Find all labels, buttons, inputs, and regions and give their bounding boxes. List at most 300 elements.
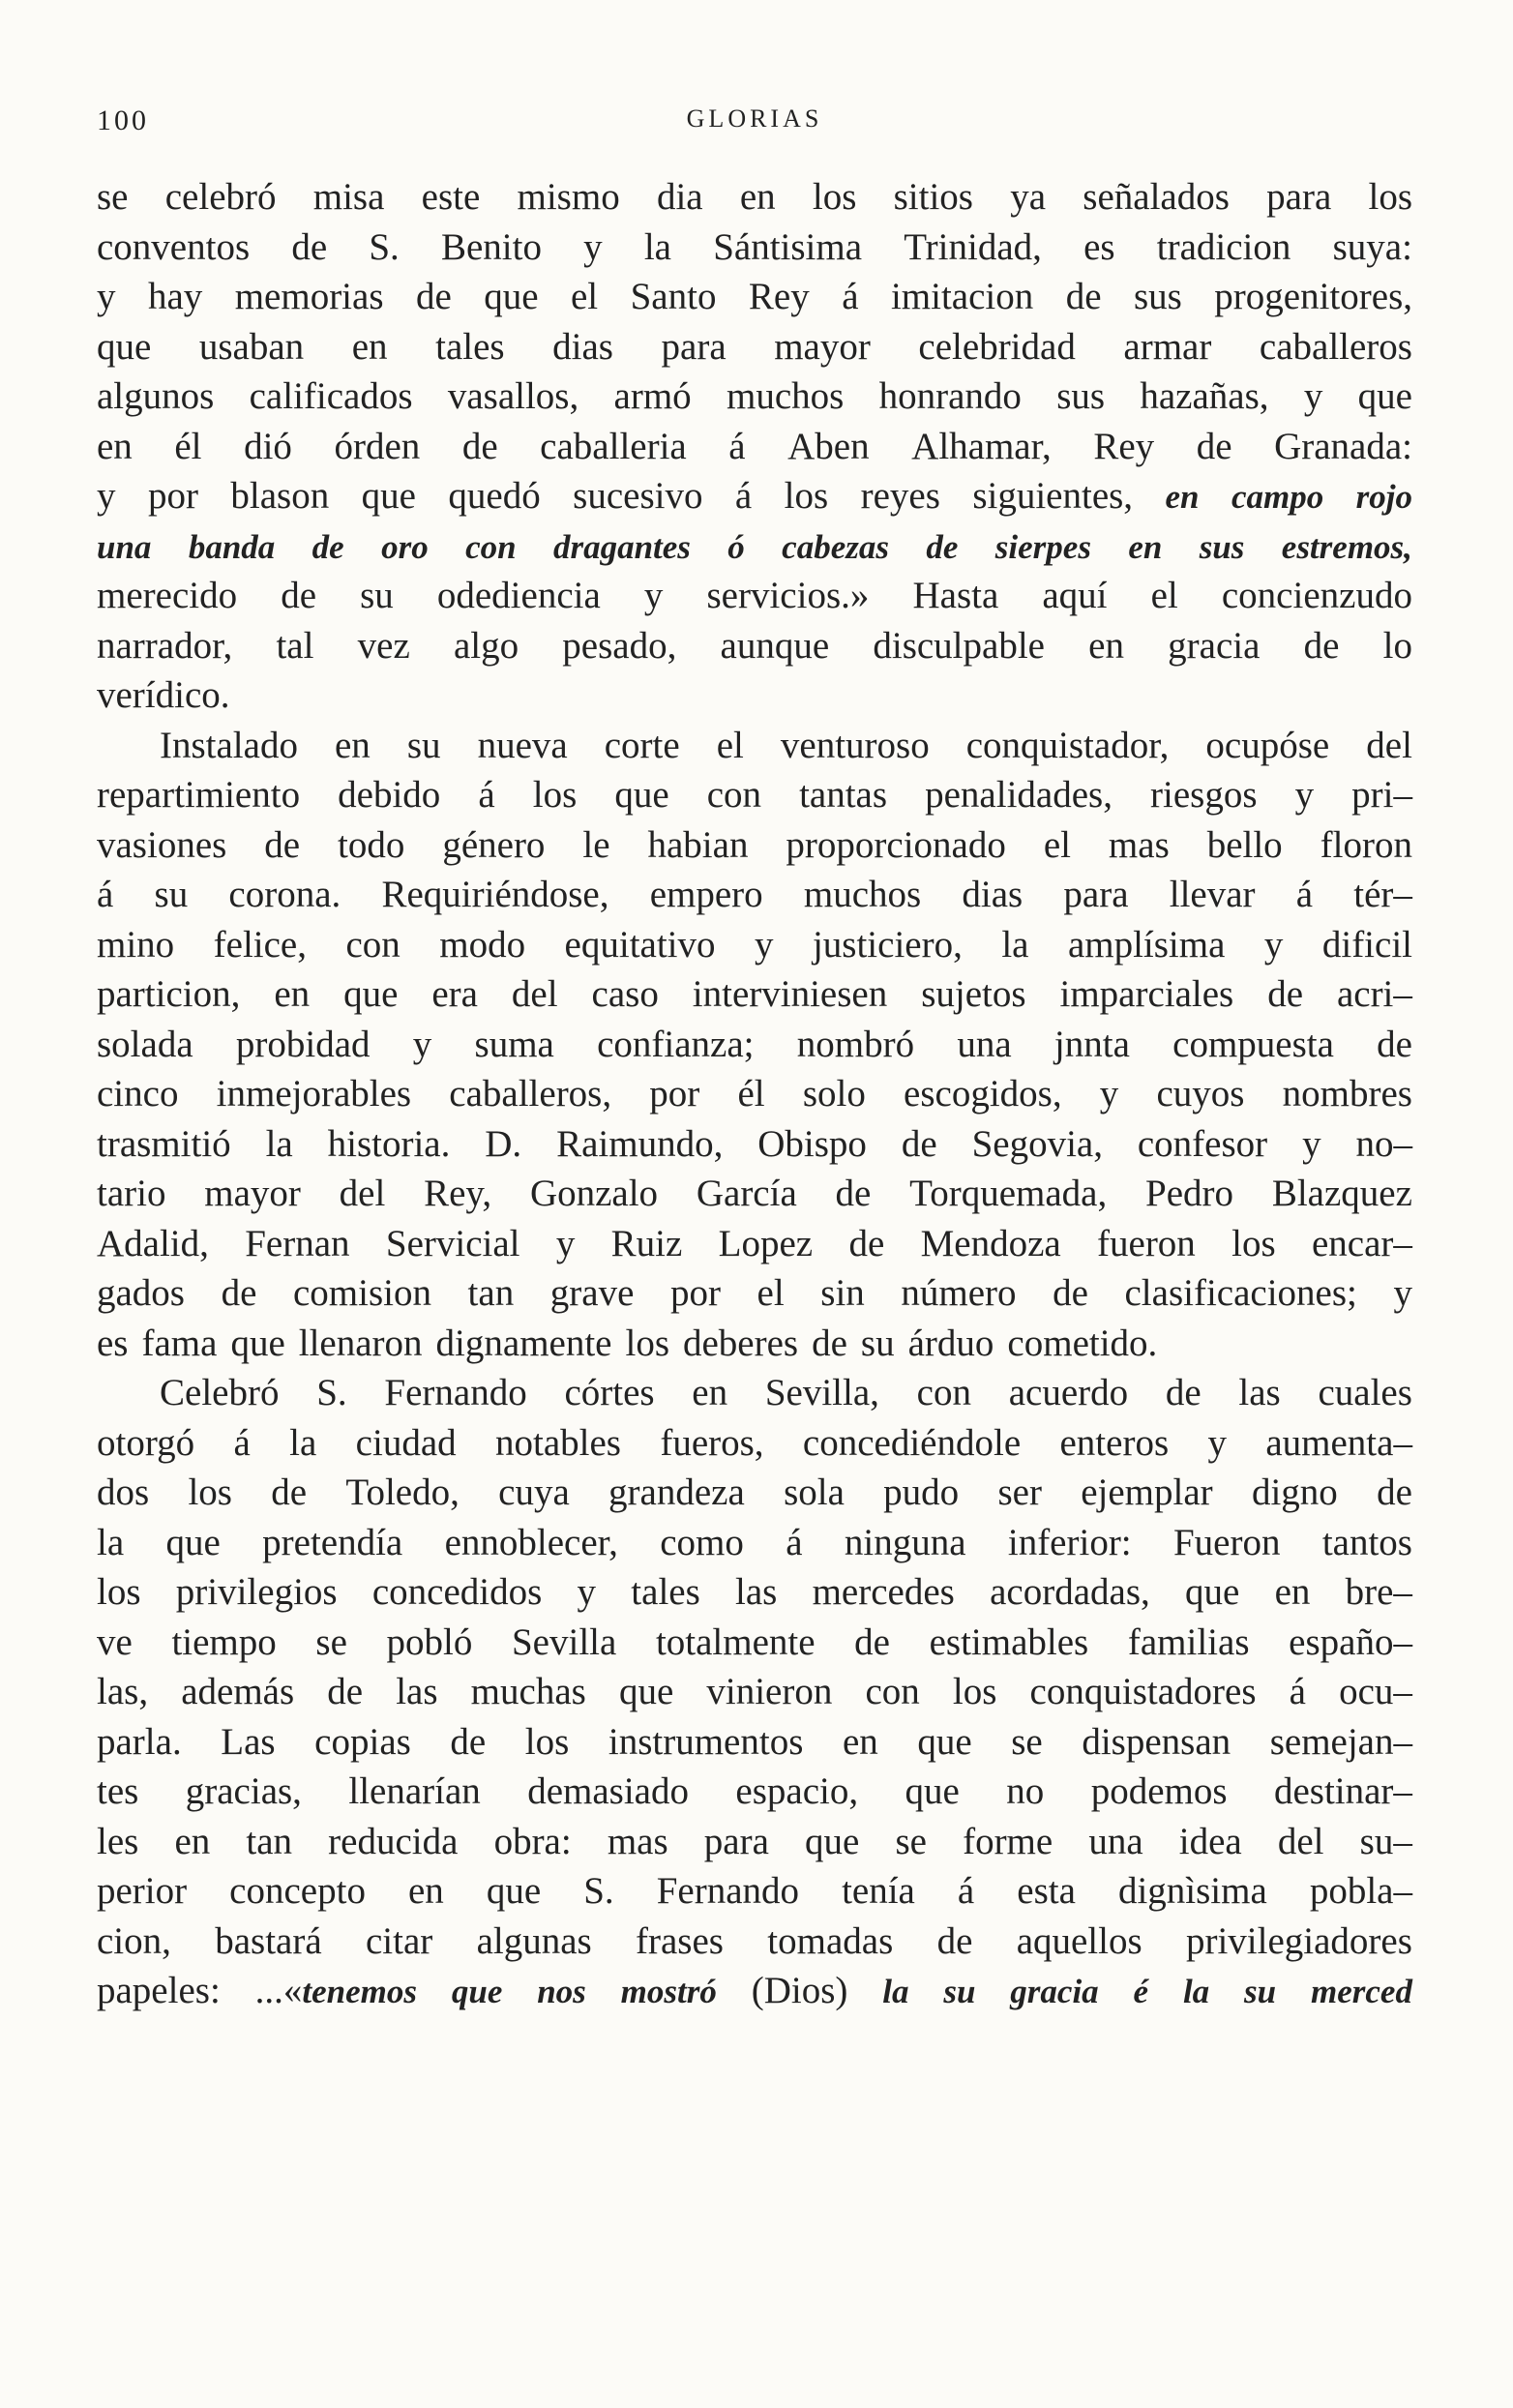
word bbox=[1304, 621, 1340, 671]
word bbox=[553, 521, 691, 573]
word bbox=[97, 521, 151, 573]
text: particion, bbox=[97, 973, 241, 1015]
text: que bbox=[614, 774, 669, 816]
text: por bbox=[649, 1073, 700, 1115]
text: concedidos bbox=[371, 1571, 543, 1613]
text: encar– bbox=[1311, 1222, 1412, 1264]
word bbox=[465, 521, 517, 573]
italic-text: estremos, bbox=[1281, 527, 1412, 566]
word bbox=[611, 1219, 683, 1269]
text: lo bbox=[1382, 624, 1412, 667]
word bbox=[904, 1069, 1062, 1119]
word bbox=[335, 721, 371, 771]
word bbox=[901, 1268, 1016, 1319]
word bbox=[1082, 1717, 1231, 1768]
text-line bbox=[97, 670, 1412, 721]
text: por bbox=[147, 475, 198, 517]
text: y bbox=[754, 923, 774, 966]
text: enteros bbox=[1059, 1421, 1170, 1464]
text: quedó bbox=[448, 475, 541, 517]
text: que bbox=[165, 1521, 221, 1563]
text: llevar bbox=[1169, 874, 1256, 915]
text: no– bbox=[1355, 1122, 1412, 1165]
text: estimables bbox=[929, 1620, 1089, 1663]
text: Mendoza bbox=[920, 1222, 1061, 1264]
word bbox=[424, 1169, 491, 1219]
word bbox=[571, 272, 598, 322]
word bbox=[316, 1368, 346, 1418]
text: S. bbox=[583, 1870, 614, 1912]
text: suya: bbox=[1332, 225, 1412, 268]
word bbox=[478, 721, 568, 771]
text: y bbox=[97, 475, 116, 517]
text: Rey bbox=[748, 276, 810, 317]
text: en bbox=[97, 425, 133, 467]
text: Segovia, bbox=[971, 1122, 1103, 1165]
word bbox=[573, 471, 702, 521]
text: su– bbox=[1359, 1820, 1412, 1862]
word bbox=[1179, 1817, 1242, 1867]
text: su bbox=[406, 724, 441, 766]
word bbox=[236, 1020, 371, 1070]
word bbox=[360, 571, 394, 621]
text: de bbox=[812, 1322, 847, 1364]
word bbox=[565, 920, 716, 970]
word bbox=[803, 1069, 866, 1119]
word bbox=[478, 770, 494, 820]
word bbox=[1355, 1119, 1412, 1170]
word bbox=[498, 1468, 570, 1518]
text: sus bbox=[1133, 276, 1182, 317]
word bbox=[1360, 1817, 1412, 1867]
text: los bbox=[97, 1571, 141, 1613]
text-line bbox=[97, 1468, 1412, 1518]
word bbox=[356, 1418, 457, 1469]
text: Ruiz bbox=[610, 1222, 683, 1264]
text: ...« bbox=[254, 1970, 303, 2011]
word bbox=[963, 1817, 1053, 1867]
italic-text: merced bbox=[1311, 1973, 1412, 2010]
text-line bbox=[97, 372, 1412, 422]
text: tantos bbox=[1321, 1521, 1412, 1563]
word bbox=[1066, 272, 1102, 322]
text: de bbox=[854, 1620, 890, 1663]
text: nombró bbox=[796, 1023, 915, 1065]
word bbox=[1339, 1667, 1412, 1717]
text: dignamente bbox=[435, 1322, 612, 1364]
word bbox=[422, 172, 481, 223]
italic-text: oro bbox=[381, 527, 429, 566]
text: probidad bbox=[235, 1023, 371, 1065]
text: y bbox=[1303, 375, 1323, 417]
word bbox=[1353, 870, 1412, 920]
word bbox=[327, 1667, 363, 1717]
text: dió bbox=[244, 425, 292, 467]
word bbox=[740, 172, 776, 223]
word bbox=[706, 1667, 832, 1717]
text: ya bbox=[1010, 176, 1047, 218]
text: historia. bbox=[327, 1122, 451, 1165]
text: de bbox=[1065, 276, 1102, 317]
word bbox=[214, 920, 307, 970]
italic-text: banda bbox=[188, 527, 276, 566]
word bbox=[188, 1468, 232, 1518]
text: del bbox=[511, 973, 558, 1015]
word bbox=[442, 820, 545, 871]
text: tradicion bbox=[1156, 225, 1291, 268]
word bbox=[313, 172, 385, 223]
text: sitios bbox=[893, 176, 973, 218]
text: en bbox=[351, 325, 388, 368]
text: honrando bbox=[878, 375, 1022, 417]
text: S. bbox=[369, 225, 400, 268]
text: á bbox=[1295, 874, 1314, 915]
text: de bbox=[327, 1671, 364, 1712]
word bbox=[631, 1567, 699, 1618]
text: de bbox=[415, 276, 452, 317]
text: D. bbox=[485, 1122, 522, 1165]
word bbox=[625, 1319, 683, 1369]
word bbox=[468, 1268, 515, 1319]
word bbox=[660, 1418, 763, 1469]
text-line bbox=[97, 1368, 1412, 1418]
text: corte bbox=[604, 724, 680, 766]
text: dignìsima bbox=[1117, 1870, 1267, 1912]
text: todo bbox=[338, 823, 405, 866]
word bbox=[1290, 1667, 1306, 1717]
word bbox=[1185, 1567, 1239, 1618]
text: por bbox=[669, 1272, 721, 1314]
text: algo bbox=[453, 624, 519, 667]
text: la bbox=[643, 225, 671, 268]
word bbox=[861, 1319, 908, 1369]
text: pesado, bbox=[562, 624, 677, 667]
word bbox=[925, 770, 1112, 820]
word bbox=[861, 471, 940, 521]
text: muchas bbox=[470, 1671, 586, 1712]
text-line bbox=[97, 1866, 1412, 1917]
word bbox=[845, 1518, 966, 1568]
italic-text: la bbox=[882, 1973, 909, 2010]
word bbox=[1356, 471, 1412, 522]
word bbox=[1274, 422, 1412, 472]
text: algunas bbox=[476, 1919, 592, 1962]
word bbox=[244, 422, 292, 472]
text: solo bbox=[802, 1073, 866, 1115]
text: de bbox=[1053, 1272, 1088, 1314]
word bbox=[291, 223, 327, 273]
text-line bbox=[97, 1219, 1412, 1269]
word bbox=[328, 1817, 458, 1867]
text: caso bbox=[591, 973, 659, 1015]
word bbox=[917, 1368, 971, 1418]
text: y bbox=[643, 575, 664, 616]
text: á bbox=[842, 276, 859, 317]
word bbox=[97, 1468, 149, 1518]
text: Sevilla, bbox=[764, 1372, 879, 1413]
word bbox=[1197, 422, 1232, 472]
text-line bbox=[97, 721, 1412, 771]
text: y bbox=[97, 276, 116, 317]
text: tal bbox=[276, 624, 314, 667]
text-line bbox=[97, 1069, 1412, 1119]
italic-text: su bbox=[943, 1973, 976, 2010]
word bbox=[97, 870, 113, 920]
word bbox=[1042, 571, 1107, 621]
word bbox=[909, 1169, 1107, 1219]
word bbox=[97, 670, 244, 721]
text: Gonzalo bbox=[529, 1173, 659, 1214]
word bbox=[97, 172, 129, 223]
word bbox=[1337, 969, 1412, 1020]
text-line bbox=[97, 969, 1412, 1020]
text: acuerdo bbox=[1008, 1372, 1129, 1413]
word bbox=[448, 372, 578, 422]
word bbox=[583, 223, 603, 273]
text: tan bbox=[246, 1820, 293, 1862]
word bbox=[1100, 1069, 1119, 1119]
text: Fernando bbox=[656, 1870, 800, 1912]
text: Aben bbox=[787, 425, 870, 467]
text: hazañas, bbox=[1140, 375, 1269, 417]
word bbox=[1059, 969, 1233, 1020]
text: repartimiento bbox=[97, 774, 301, 816]
word bbox=[812, 1319, 861, 1369]
text: le bbox=[582, 823, 610, 866]
text: su bbox=[360, 575, 394, 616]
word bbox=[1017, 1917, 1142, 1967]
word bbox=[1231, 471, 1323, 522]
text: en bbox=[1088, 624, 1124, 667]
word bbox=[215, 1917, 321, 1967]
word bbox=[160, 1368, 279, 1418]
word bbox=[358, 621, 410, 671]
word bbox=[728, 422, 745, 472]
word bbox=[1283, 1069, 1412, 1119]
text: verídico. bbox=[97, 674, 230, 716]
text: y bbox=[1294, 774, 1315, 816]
text: á bbox=[957, 1870, 975, 1912]
word bbox=[972, 1119, 1103, 1170]
text-line bbox=[97, 1618, 1412, 1668]
text: que bbox=[230, 1322, 285, 1364]
text: deberes bbox=[683, 1322, 799, 1364]
italic-text: rojo bbox=[1355, 478, 1412, 516]
word bbox=[1140, 372, 1268, 422]
word bbox=[781, 721, 930, 771]
text: pretendía bbox=[262, 1521, 403, 1563]
text: siguientes, bbox=[972, 475, 1134, 517]
text: señalados bbox=[1083, 176, 1230, 218]
word bbox=[345, 920, 400, 970]
word bbox=[990, 1567, 1150, 1618]
word bbox=[1311, 1966, 1412, 2017]
text: acordadas, bbox=[990, 1571, 1150, 1613]
text: instrumentos bbox=[608, 1720, 804, 1763]
word bbox=[605, 721, 680, 771]
body-text bbox=[97, 172, 1412, 2016]
italic-text: ó bbox=[727, 527, 745, 566]
text: con bbox=[706, 774, 762, 816]
word bbox=[1091, 1767, 1228, 1817]
text: fueron bbox=[1097, 1222, 1196, 1264]
italic-text: nos bbox=[537, 1973, 586, 2010]
text: que bbox=[905, 1770, 960, 1812]
text: Servicial bbox=[385, 1222, 520, 1264]
word bbox=[660, 1518, 744, 1568]
text: clasificaciones; bbox=[1124, 1272, 1357, 1314]
text: para bbox=[703, 1820, 769, 1862]
text: Instalado bbox=[160, 724, 298, 766]
text: que bbox=[1185, 1571, 1240, 1613]
word bbox=[384, 1368, 526, 1418]
text: para bbox=[1266, 176, 1332, 218]
word bbox=[843, 1717, 878, 1768]
text: nombres bbox=[1282, 1073, 1412, 1115]
text: demasiado bbox=[527, 1770, 689, 1812]
word bbox=[721, 621, 830, 671]
word bbox=[786, 1518, 802, 1568]
text: comision bbox=[292, 1272, 431, 1314]
word bbox=[512, 969, 558, 1020]
word bbox=[1318, 1368, 1411, 1418]
word bbox=[755, 920, 774, 970]
word bbox=[97, 969, 240, 1020]
text: dispensan bbox=[1082, 1720, 1231, 1763]
word bbox=[765, 1368, 879, 1418]
text: proporcionado bbox=[786, 823, 1006, 866]
text: Fernando bbox=[384, 1372, 527, 1413]
text: concepto bbox=[229, 1870, 366, 1912]
word bbox=[171, 1618, 276, 1668]
word bbox=[1205, 721, 1329, 771]
text: concediéndole bbox=[802, 1421, 1022, 1464]
text: no bbox=[1006, 1770, 1045, 1812]
word bbox=[820, 1268, 865, 1319]
word bbox=[97, 621, 232, 671]
word bbox=[176, 1567, 338, 1618]
text: muchos bbox=[803, 874, 922, 915]
word bbox=[803, 1418, 1021, 1469]
text-line bbox=[97, 471, 1412, 521]
text: merecido bbox=[97, 575, 238, 616]
text: de bbox=[1377, 1472, 1412, 1513]
text: privilegios bbox=[175, 1571, 338, 1613]
text: obra: bbox=[493, 1820, 572, 1862]
text: de bbox=[835, 1173, 872, 1214]
word bbox=[735, 1767, 858, 1817]
word bbox=[485, 1119, 521, 1170]
word bbox=[1322, 1518, 1412, 1568]
word bbox=[904, 223, 1042, 273]
text: y bbox=[577, 1571, 597, 1613]
text: se bbox=[315, 1620, 347, 1663]
word bbox=[1320, 820, 1412, 871]
word bbox=[749, 272, 810, 322]
word bbox=[435, 322, 504, 372]
text-line bbox=[97, 1917, 1412, 1967]
text: á bbox=[1289, 1671, 1306, 1712]
text: conquistadores bbox=[1029, 1671, 1257, 1712]
word bbox=[564, 1368, 654, 1418]
word bbox=[165, 172, 277, 223]
word bbox=[97, 471, 116, 521]
text: citar bbox=[365, 1919, 433, 1962]
word bbox=[1124, 1268, 1356, 1319]
text-line bbox=[97, 820, 1412, 871]
word bbox=[550, 1268, 635, 1319]
text-line bbox=[97, 1169, 1412, 1219]
text: aquí bbox=[1042, 575, 1108, 616]
word bbox=[842, 272, 858, 322]
text: Trinidad, bbox=[904, 225, 1042, 268]
word bbox=[537, 1966, 586, 2017]
word bbox=[386, 1219, 520, 1269]
word bbox=[683, 1319, 812, 1369]
word bbox=[692, 1368, 727, 1418]
word bbox=[97, 1817, 138, 1867]
word bbox=[229, 1866, 366, 1917]
text: en bbox=[174, 1820, 211, 1862]
text: celebridad bbox=[918, 325, 1076, 368]
word bbox=[160, 721, 298, 771]
word bbox=[1083, 223, 1115, 273]
text: Blazquez bbox=[1271, 1173, 1412, 1214]
word bbox=[1011, 1717, 1043, 1768]
word bbox=[189, 521, 275, 573]
text: bastará bbox=[215, 1919, 322, 1962]
text: los bbox=[625, 1322, 669, 1364]
word bbox=[281, 571, 316, 621]
word bbox=[181, 1667, 294, 1717]
word bbox=[289, 1418, 316, 1469]
word bbox=[1333, 223, 1412, 273]
text: y bbox=[1207, 1421, 1227, 1464]
text: que bbox=[343, 973, 399, 1015]
word bbox=[1260, 322, 1412, 372]
word bbox=[449, 1069, 611, 1119]
text: armar bbox=[1123, 325, 1212, 368]
text: Pedro bbox=[1145, 1173, 1234, 1214]
text: los bbox=[188, 1472, 232, 1513]
text: del bbox=[1366, 724, 1412, 766]
text: fama bbox=[141, 1322, 218, 1364]
text: tenía bbox=[842, 1870, 915, 1912]
text: privilegiadores bbox=[1185, 1919, 1412, 1962]
word bbox=[1358, 372, 1412, 422]
word bbox=[97, 1418, 194, 1469]
text: misa bbox=[312, 176, 385, 218]
text: dias bbox=[962, 874, 1024, 915]
word bbox=[407, 721, 441, 771]
word bbox=[217, 1069, 411, 1119]
text: se bbox=[895, 1820, 927, 1862]
word bbox=[312, 521, 344, 573]
word bbox=[1282, 521, 1412, 573]
word bbox=[97, 422, 133, 472]
text: mayor bbox=[204, 1173, 301, 1214]
text: aquellos bbox=[1016, 1919, 1142, 1962]
word bbox=[797, 1020, 914, 1070]
text: solada bbox=[97, 1023, 193, 1065]
text: frases bbox=[636, 1919, 724, 1962]
word bbox=[97, 1717, 182, 1768]
text: floron bbox=[1320, 823, 1412, 866]
text: cion, bbox=[97, 1919, 171, 1962]
text: celebró bbox=[164, 176, 277, 218]
word bbox=[1134, 272, 1182, 322]
word bbox=[1366, 721, 1412, 771]
